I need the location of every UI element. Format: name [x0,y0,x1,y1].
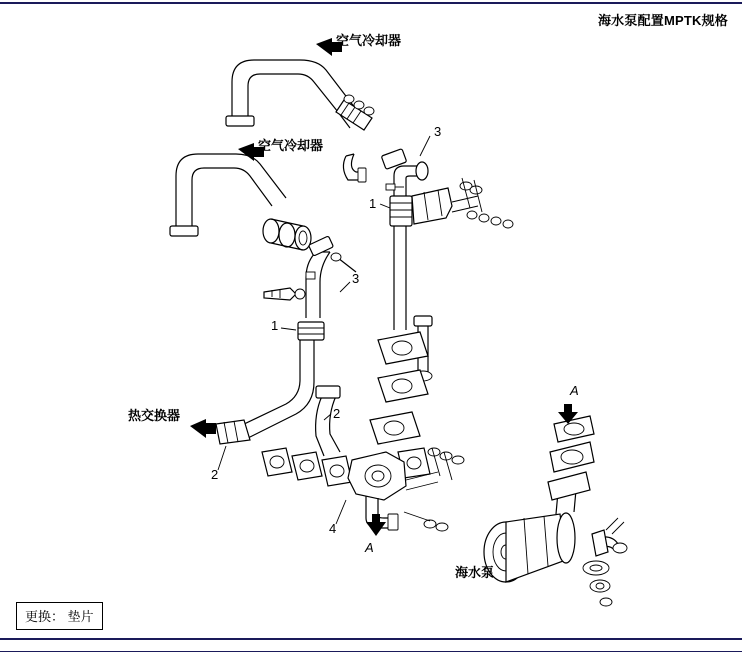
callout-3-upper: 3 [434,124,442,139]
upper-air-cooler-pipe [226,60,374,130]
label-heat-exchanger: 热交换器 [128,408,181,423]
middle-air-cooler-pipe [170,154,311,250]
flow-arrow-heat-exchanger [190,419,216,438]
label-sea-water-pump: 海水泵 [455,565,495,580]
callout-1-lower: 1 [271,318,279,333]
section-letter-a-lower: A [365,540,374,555]
replacement-note: 更换： 垫片 [16,602,103,630]
callout-4: 4 [329,521,337,536]
section-letter-a-right: A [570,383,579,398]
label-air-cooler-middle: 空气冷却器 [258,138,324,153]
section-arrow-lower [366,514,386,536]
callout-3-lower: 3 [352,271,360,286]
callout-2-left: 2 [211,467,219,482]
short-curved-pipe [316,386,340,456]
sea-water-pump-assembly [484,416,627,606]
callout-1-upper: 1 [369,196,377,211]
label-air-cooler-top: 空气冷却器 [336,33,402,48]
lower-main-pipe [216,340,314,444]
callout-2-right: 2 [333,406,341,421]
upper-vertical-pipe [343,149,513,330]
gasket-plates-right [370,332,428,444]
page-title: 海水泵配置MPTK规格 [597,13,728,28]
